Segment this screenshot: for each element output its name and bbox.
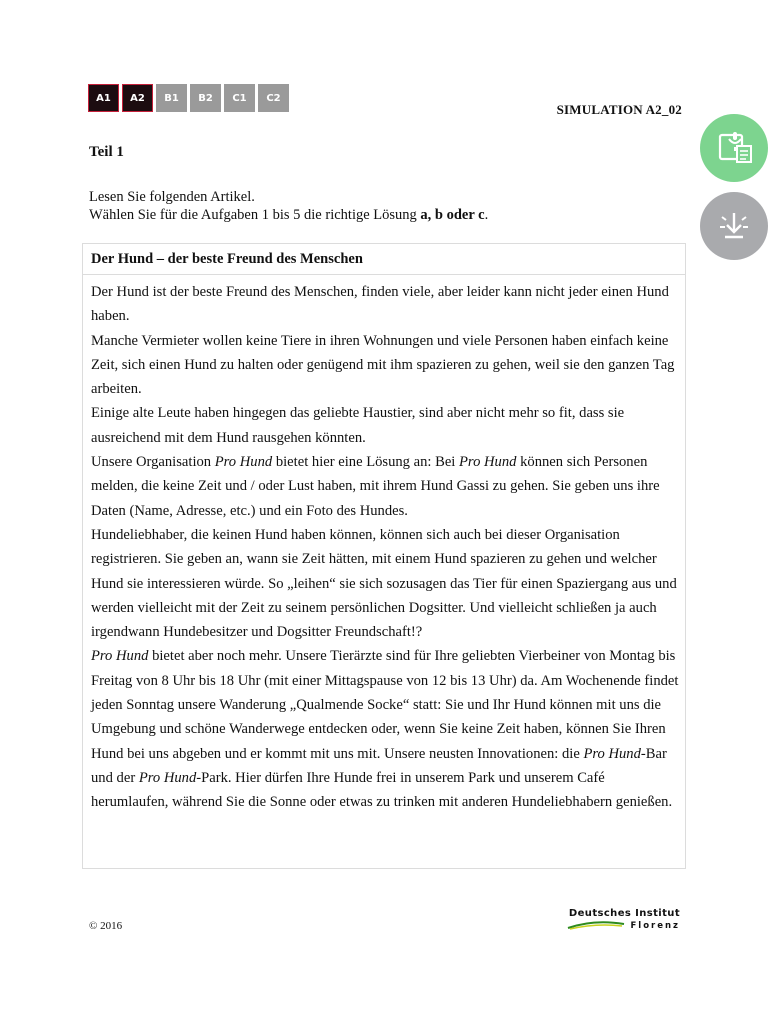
article-paragraph-1: Der Hund ist der beste Freund des Menschen, finden viele, aber leider kann nicht jeder einen Hund haben. — [91, 284, 669, 325]
instruction-options: a, b oder c — [420, 207, 485, 223]
level-badge-a2: A2 — [122, 84, 153, 112]
brand-name: Pro Hund — [459, 454, 517, 471]
text-run: Unsere Organisation — [91, 454, 215, 471]
level-badge-a1: A1 — [88, 84, 119, 112]
article-box — [82, 243, 686, 869]
institute-logo — [560, 908, 684, 936]
speech-to-text-icon — [714, 128, 754, 168]
simulation-label: SIMULATION A2_02 — [556, 102, 682, 117]
text-run: -Park. Hier dürfen Ihre Hunde frei in unserem Park und unserem Café herumlaufen, während Sie die Sonne oder etwas zu trinken mit anderen Hundeliebhabern genießen. — [91, 769, 673, 811]
logo-swoosh-icon — [566, 920, 626, 930]
level-badges — [88, 84, 289, 112]
copyright: © 2016 — [89, 920, 123, 932]
article-paragraph-6 — [91, 644, 679, 814]
article-title: Der Hund – der beste Freund des Menschen — [83, 244, 685, 275]
speech-to-text-button[interactable] — [700, 114, 768, 182]
level-badge-b1: B1 — [156, 84, 187, 112]
text-run: -Bar und der — [91, 745, 667, 786]
text-run: können sich Personen melden, die keine Zeit und / oder Lust haben, mit ihrem Hund Gassi zu gehen. Sie geben uns ihre Daten (Name, Adresse, etc.) und ein Foto des Hundes. — [91, 454, 660, 519]
brand-name: Pro Hund — [138, 769, 197, 786]
level-badge-c2: C2 — [258, 84, 289, 112]
brand-name: Pro Hund — [214, 454, 273, 471]
level-badge-c1: C1 — [224, 84, 255, 112]
instruction-period: . — [484, 207, 489, 223]
brand-name: Pro Hund — [91, 648, 149, 665]
download-icon — [714, 206, 754, 246]
article-body — [83, 275, 685, 815]
download-button[interactable] — [700, 192, 768, 260]
instruction-line-2 — [89, 206, 488, 224]
section-title: Teil 1 — [89, 144, 124, 160]
level-badge-b2: B2 — [190, 84, 221, 112]
instruction-text: Wählen Sie für die Aufgaben 1 bis 5 die richtige Lösung — [89, 207, 421, 223]
article-paragraph-5: Hundeliebhaber, die keinen Hund haben können, können sich auch bei dieser Organisation registrieren. Sie geben an, wann sie Zeit hätten, mit einem Hund spazieren zu gehen und welcher Hund sie interessieren würde. So „leihen“ sie sich sozusagen das Tier für einen Spaziergang aus und werden vielleicht mit der Zeit zu seinem persönlichen Dogsitter. Und vielleicht schließen ja auch irgendwann Hundebesitzer und Dogsitter Freundschaft!? — [91, 526, 677, 641]
article-paragraph-4 — [91, 450, 679, 523]
logo-line-2: Florenz — [630, 921, 680, 931]
instruction-line-1: Lesen Sie folgenden Artikel. — [89, 189, 255, 205]
brand-name: Pro Hund — [583, 745, 641, 762]
text-run: bietet hier eine Lösung an: Bei — [272, 454, 460, 471]
article-paragraph-3: Einige alte Leute haben hingegen das geliebte Haustier, sind aber nicht mehr so fit, dass sie ausreichend mit dem Hund rausgehen könnten. — [91, 405, 625, 446]
logo-line-1: Deutsches Institut — [568, 908, 680, 919]
text-run: bietet aber noch mehr. Unsere Tierärzte sind für Ihre geliebten Vierbeiner von Montag bis Freitag von 8 Uhr bis 18 Uhr (mit einer Mittagspause von 12 bis 13 Uhr) da. Am Wochenende findet jeden Sonntag unsere Wanderung „Qualmende Socke“ statt: Sie und Ihr Hund können mit uns die Umgebung und schöne Wanderwege entdecken oder, wenn Sie keine Zeit haben, können Sie Ihren Hund bei uns abgeben und er kommt mit uns mit. Unsere neusten Innovationen: die — [91, 648, 679, 762]
article-paragraph-2: Manche Vermieter wollen keine Tiere in ihren Wohnungen und viele Personen haben einfach keine Zeit, sich einen Hund zu halten oder genügend mit ihm spazieren zu gehen, weil sie den ganzen Tag arbeiten. — [91, 332, 675, 398]
instructions — [89, 188, 488, 224]
